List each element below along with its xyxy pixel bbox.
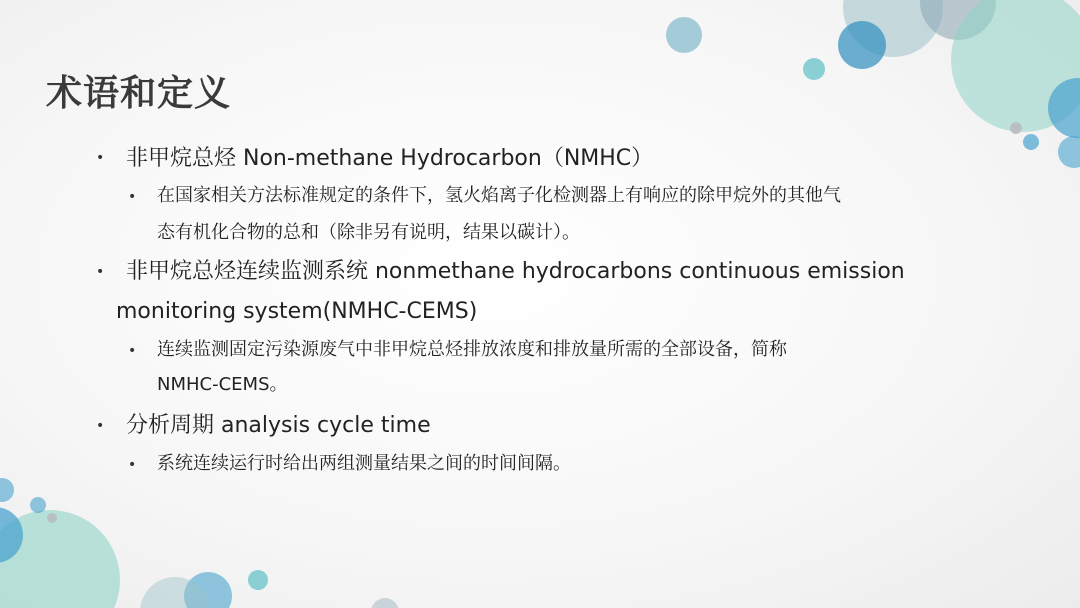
definition-text-line: 系统连续运行时给出两组测量结果之间的时间间隔。 (157, 453, 571, 474)
bullet-icon: • (96, 150, 105, 166)
definition-heading-analysis-cycle: 分析周期 analysis cycle time (126, 413, 431, 438)
definition-text-line: NMHC-CEMS。 (157, 374, 288, 395)
bullet-icon: • (96, 418, 105, 434)
sub-bullet-icon: • (128, 189, 137, 205)
definition-text-line: 连续监测固定污染源废气中非甲烷总烃排放浓度和排放量所需的全部设备，简称 (157, 339, 787, 360)
definition-heading-nmhc-cems: 非甲烷总烃连续监测系统 nonmethane hydrocarbons continuous emission (126, 259, 905, 284)
definition-heading-nmhc: 非甲烷总烃 Non-methane Hydrocarbon（NMHC） (126, 146, 654, 171)
page-title: 术语和定义 (46, 73, 232, 114)
sub-bullet-icon: • (128, 343, 137, 359)
definition-text-line: 在国家相关方法标准规定的条件下，氢火焰离子化检测器上有响应的除甲烷外的其他气 (157, 185, 841, 206)
definition-text-line: 态有机化合物的总和（除非另有说明，结果以碳计）。 (157, 222, 580, 243)
bullet-icon: • (96, 264, 105, 280)
definition-heading-nmhc-cems-continued: monitoring system(NMHC-CEMS) (116, 299, 478, 324)
sub-bullet-icon: • (128, 457, 137, 473)
